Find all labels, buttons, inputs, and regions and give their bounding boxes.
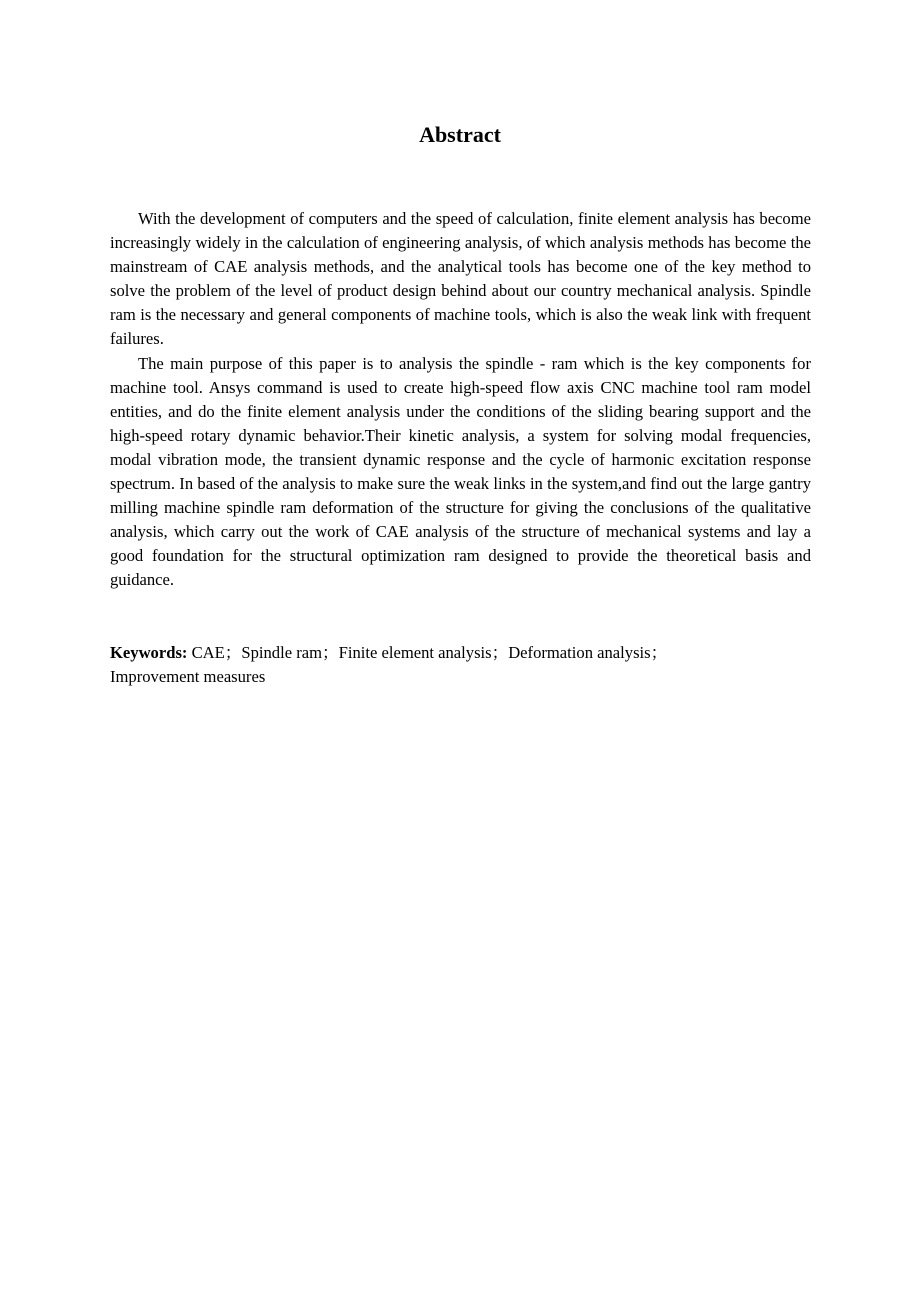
keywords-text: CAE；Spindle ram；Finite element analysis；Deformation analysis；Improvement measures bbox=[110, 643, 668, 687]
abstract-body bbox=[110, 207, 811, 593]
keywords-label: Keywords: bbox=[110, 643, 188, 662]
abstract-paragraph-2: The main purpose of this paper is to analysis the spindle - ram which is the key components for machine tool. Ansys command is used to create high-speed flow axis CNC machine tool ram model entities, and do the finite element analysis under the conditions of the sliding bearing support and the high-speed rotary dynamic behavior.Their kinetic analysis, a system for solving modal frequencies, modal vibration mode, the transient dynamic response and the cycle of harmonic excitation response spectrum. In based of the analysis to make sure the weak links in the system,and find out the large gantry milling machine spindle ram deformation of the structure for giving the conclusions of the qualitative analysis, which carry out the work of CAE analysis of the structure of mechanical systems and lay a good foundation for the structural optimization ram designed to provide the theoretical basis and guidance. bbox=[110, 353, 811, 590]
page-title: Abstract bbox=[419, 122, 501, 147]
keywords-line bbox=[110, 641, 750, 689]
abstract-paragraph-1: With the development of computers and the speed of calculation, finite element analysis has become increasingly widely in the calculation of engineering analysis, of which analysis methods has become the mainstream of CAE analysis methods, and the analytical tools has become one of the key method to solve the problem of the level of product design behind about our country mechanical analysis. Spindle ram is the necessary and general components of machine tools, which is also the weak link with frequent failures. bbox=[110, 209, 811, 349]
